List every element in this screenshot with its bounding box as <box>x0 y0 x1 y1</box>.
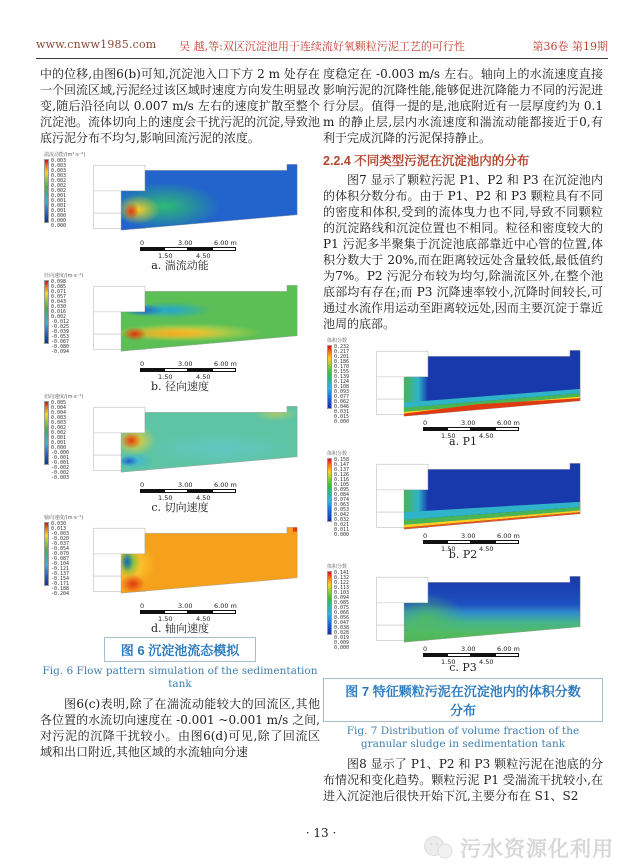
colorbar-tick: 0.139 <box>334 374 350 380</box>
scale-bar: 0 3.00 6.00 m 1.50 4.50 <box>423 645 520 666</box>
colorbar-tick: 0.042 <box>334 512 350 518</box>
colorbar-tick: 0.002 <box>51 188 67 194</box>
colorbar-tick: 0.028 <box>334 630 350 636</box>
fig7-subplot-p2 <box>323 448 603 561</box>
section-heading-2-2-4: 2.2.4 不同类型污泥在沉淀池内的分布 <box>323 154 530 168</box>
colorbar-tick: 0.001 <box>51 440 67 446</box>
colorbar-strip <box>44 280 49 344</box>
colorbar-tick: 0.021 <box>334 522 350 528</box>
fig7-subplot-p1 <box>323 335 603 448</box>
colorbar-tick: 0.126 <box>334 472 350 478</box>
colorbar <box>44 393 84 481</box>
colorbar-tick: 0.047 <box>334 620 350 626</box>
paragraph: 图8 显示了 P1、P2 和 P3 颗粒污泥在池底的分布情况和变化趋势。颗粒污泥 P1 受湍流干扰较小,在进入沉淀池后很快开始下沉,主要分布在 S1、S2 <box>323 757 603 803</box>
colorbar-tick: 0.002 <box>51 430 67 436</box>
colorbar-tick: 0.015 <box>334 414 350 420</box>
colorbar-tick: 0.098 <box>51 279 67 285</box>
contour-plot-p1-volume-fraction <box>375 337 587 427</box>
colorbar-ticks <box>51 521 70 597</box>
colorbar-tick: 0.122 <box>334 580 350 586</box>
colorbar-tick: 0.002 <box>51 314 67 320</box>
contour-plot-turbulence <box>92 151 304 241</box>
contour-plot-axial-velocity <box>92 514 304 604</box>
colorbar-tick: 0.001 <box>51 435 67 441</box>
colorbar-tick: 0.046 <box>334 404 350 410</box>
colorbar-tick: 0.004 <box>51 410 67 416</box>
fig7-subplot-p3 <box>323 561 603 674</box>
colorbar <box>44 514 84 597</box>
colorbar-title: 湍流动能/(m²·s⁻²) <box>44 152 86 158</box>
colorbar-tick: 0.075 <box>334 605 350 611</box>
colorbar-strip <box>44 401 49 465</box>
colorbar-tick: 0.000 <box>51 218 67 224</box>
scale-bar: 0 3.00 6.00 m 1.50 4.50 <box>140 360 237 381</box>
scale-bar: 0 3.00 6.00 m 1.50 4.50 <box>423 419 520 440</box>
colorbar-tick: 0.000 <box>334 645 350 651</box>
colorbar-strip <box>44 159 49 223</box>
header-volume-issue: 第36卷 第19期 <box>532 40 608 53</box>
colorbar-tick: 0.001 <box>51 193 67 199</box>
colorbar-title: 体积分数 <box>327 451 348 457</box>
colorbar-tick: -0.204 <box>51 591 70 597</box>
subplot-caption: a. P1 <box>449 435 477 448</box>
contour-plot-radial-velocity <box>92 272 304 362</box>
colorbar-tick: 0.030 <box>51 304 67 310</box>
colorbar-strip <box>327 458 332 522</box>
colorbar-tick: 0.201 <box>334 354 350 360</box>
colorbar-tick: 0.063 <box>334 502 350 508</box>
colorbar-tick: -0.037 <box>51 541 70 547</box>
colorbar-tick: 0.232 <box>334 344 350 350</box>
colorbar-tick: 0.071 <box>51 289 67 295</box>
colorbar-tick: -0.188 <box>51 586 70 592</box>
colorbar-tick: 0.095 <box>334 487 350 493</box>
colorbar-tick: 0.056 <box>334 615 350 621</box>
colorbar-tick: 0.001 <box>51 198 67 204</box>
colorbar-tick: -0.020 <box>51 536 70 542</box>
header-website: www.cnww1985.com <box>36 38 157 51</box>
colorbar-tick: -0.012 <box>51 319 70 325</box>
colorbar <box>44 272 84 355</box>
page-number: · 13 · <box>305 826 337 840</box>
figure6-caption-en: Fig. 6 Flow pattern simulation of the sedimentation tank <box>42 665 318 690</box>
paragraph: 图6(c)表明,除了在湍流动能较大的回流区,其他各位置的水流切向速度在 -0.001 ~0.001 m/s 之间,对污泥的沉降干扰较小。由图6(d)可见,除了回流区域和出口附近,其他区域的水流轴向分速 <box>40 697 320 759</box>
colorbar-tick: -0.070 <box>51 551 70 557</box>
colorbar-tick: 0.186 <box>334 359 350 365</box>
subplot-caption: c. 切向速度 <box>151 501 209 514</box>
colorbar-tick: 0.000 <box>51 445 67 451</box>
colorbar-tick: 0.113 <box>334 585 350 591</box>
colorbar-tick: -0.054 <box>51 546 70 552</box>
colorbar-tick: 0.009 <box>334 640 350 646</box>
watermark <box>421 833 614 863</box>
colorbar-tick: 0.074 <box>334 497 350 503</box>
colorbar-tick: 0.057 <box>51 294 67 300</box>
header-article-title: 吴 越,等:双区沉淀池用于连续流好氧颗粒污泥工艺的可行性 <box>179 40 465 53</box>
colorbar-tick: -0.104 <box>51 561 70 567</box>
scale-bar: 0 3.00 6.00 m 1.50 4.50 <box>140 481 237 502</box>
colorbar-tick: 0.013 <box>51 526 67 532</box>
colorbar-tick: 0.001 <box>51 203 67 209</box>
colorbar-title: 切向速度/(m·s⁻¹) <box>44 394 84 400</box>
figure7 <box>323 335 603 751</box>
colorbar-ticks <box>334 344 350 425</box>
colorbar-tick: -0.067 <box>51 339 70 345</box>
colorbar-ticks <box>51 279 70 355</box>
colorbar-tick: -0.025 <box>51 324 70 330</box>
colorbar-tick: 0.062 <box>334 399 350 405</box>
colorbar-tick: -0.080 <box>51 344 70 350</box>
colorbar-tick: 0.000 <box>334 419 350 425</box>
colorbar <box>327 563 350 651</box>
colorbar-tick: -0.171 <box>51 581 70 587</box>
left-column <box>40 66 320 760</box>
paragraph: 中的位移,由图6(b)可知,沉淀池入口下方 2 m 处存在一个回流区域,污泥经过该区域时速度方向发生明显改变,随后沿径向以 0.007 m/s 左右的速度扩散至整个沉淀池。流体切向上的速度会干扰污泥的沉淀,导致池底污泥分布不均匀,影响回流污泥的浓度。 <box>40 67 320 145</box>
colorbar-tick: -0.094 <box>51 349 70 355</box>
colorbar-title: 体积分数 <box>327 564 348 570</box>
colorbar-tick: 0.155 <box>334 369 350 375</box>
colorbar-tick: -0.002 <box>51 470 70 476</box>
paragraph: 度稳定在 -0.003 m/s 左右。轴向上的水流速度直接影响污泥的沉降性能,能够促进沉降能力不同的污泥进行分层。值得一提的是,池底附近有一层厚度约为 0.1 m 的静止层,层内水流速度和湍流动能都接近于0,有利于完成沉降的污泥保持静止。 <box>323 67 603 145</box>
figure7-caption-en: Fig. 7 Distribution of volume fraction of the granular sludge in sedimentation tank <box>346 725 580 750</box>
fig6-subplot-d <box>40 512 320 633</box>
colorbar-title: 径向速度/(m·s⁻¹) <box>44 273 84 279</box>
right-column <box>323 66 603 804</box>
header-divider <box>36 58 608 59</box>
colorbar-tick: 0.170 <box>334 364 350 370</box>
colorbar-tick: 0.003 <box>51 168 67 174</box>
colorbar-strip <box>44 522 49 586</box>
colorbar-tick: -0.002 <box>51 465 70 471</box>
colorbar-tick: 0.141 <box>334 570 350 576</box>
colorbar-tick: 0.000 <box>334 532 350 538</box>
colorbar-tick: 0.124 <box>334 379 350 385</box>
subplot-caption: b. 径向速度 <box>150 380 210 393</box>
fig6-subplot-c <box>40 391 320 512</box>
colorbar-tick: -0.154 <box>51 576 70 582</box>
colorbar-tick: 0.003 <box>51 158 67 164</box>
colorbar-tick: 0.038 <box>334 625 350 631</box>
colorbar-title: 轴向速度/(m·s⁻¹) <box>44 515 84 521</box>
colorbar-tick: -0.137 <box>51 571 70 577</box>
paragraph: 图7 显示了颗粒污泥 P1、P2 和 P3 在沉淀池内的体积分数分布。由于 P1、P2 和 P3 颗粒具有不同的密度和体积,受到的流体曳力也不同,导致不同颗粒的沉淀路线和沉淀位置也不相同。粒径和密度较大的 P1 污泥多半聚集于沉淀池底部靠近中心管的位置,体积分数大于 20%,而在距离较远处含量较低,最低值约为7%。P2 污泥分布较为均匀,除湍流区外,在整个池底部均有存在;而 P3 沉降速率较小,沉降时间较长,可通过水流作用运动至距离较远处,因而主要沉淀于靠近池周的底部。 <box>323 173 603 331</box>
colorbar-tick: 0.217 <box>334 349 350 355</box>
colorbar-tick: 0.094 <box>334 595 350 601</box>
colorbar-tick: 0.003 <box>51 173 67 179</box>
colorbar-tick: 0.030 <box>51 521 67 527</box>
colorbar-tick: -0.001 <box>51 460 70 466</box>
colorbar-tick: 0.000 <box>51 213 67 219</box>
colorbar-tick: 0.116 <box>334 477 350 483</box>
colorbar-tick: 0.158 <box>334 457 350 463</box>
colorbar-tick: 0.105 <box>334 482 350 488</box>
colorbar <box>327 337 350 425</box>
colorbar-tick: 0.003 <box>51 420 67 426</box>
colorbar-title: 体积分数 <box>327 338 348 344</box>
colorbar-ticks <box>334 457 350 538</box>
colorbar-tick: 0.085 <box>51 284 67 290</box>
colorbar-tick: 0.002 <box>51 178 67 184</box>
fig6-subplot-b <box>40 270 320 391</box>
subplot-caption: d. 轴向速度 <box>150 622 210 635</box>
colorbar-strip <box>327 345 332 409</box>
fig6-subplot-a <box>40 149 320 270</box>
subplot-caption: c. P3 <box>449 661 477 674</box>
colorbar-tick: 0.032 <box>334 517 350 523</box>
colorbar-tick: -0.087 <box>51 556 70 562</box>
colorbar-ticks <box>334 570 350 651</box>
colorbar-tick: 0.053 <box>334 507 350 513</box>
wechat-logo-icon <box>421 835 455 861</box>
colorbar-strip <box>327 571 332 635</box>
colorbar-ticks <box>51 158 67 229</box>
colorbar-tick: 0.002 <box>51 183 67 189</box>
colorbar-tick: -0.039 <box>51 329 70 335</box>
colorbar <box>44 151 86 229</box>
colorbar-tick: 0.137 <box>334 467 350 473</box>
colorbar-tick: 0.132 <box>334 575 350 581</box>
contour-plot-tangential-velocity <box>92 393 304 483</box>
colorbar-tick: 0.003 <box>51 415 67 421</box>
colorbar-tick: 0.103 <box>334 590 350 596</box>
colorbar-tick: 0.011 <box>334 527 350 533</box>
colorbar-tick: 0.002 <box>51 425 67 431</box>
colorbar-tick: 0.019 <box>334 635 350 641</box>
colorbar-tick: 0.000 <box>51 223 67 229</box>
colorbar-tick: 0.147 <box>334 462 350 468</box>
colorbar-tick: 0.066 <box>334 610 350 616</box>
colorbar <box>327 450 350 538</box>
colorbar-tick: -0.121 <box>51 566 70 572</box>
contour-plot-p3-volume-fraction <box>375 563 587 653</box>
colorbar-tick: 0.085 <box>334 600 350 606</box>
scale-bar: 0 3.00 6.00 m 1.50 4.50 <box>140 239 237 260</box>
colorbar-tick: 0.093 <box>334 389 350 395</box>
scale-bar: 0 3.00 6.00 m 1.50 4.50 <box>140 602 237 623</box>
scale-bar: 0 3.00 6.00 m 1.50 4.50 <box>423 532 520 553</box>
colorbar-tick: 0.004 <box>51 405 67 411</box>
colorbar-tick: -0.000 <box>51 450 70 456</box>
watermark-label: 污水资源化利用 <box>460 838 614 861</box>
colorbar-tick: 0.108 <box>334 384 350 390</box>
figure6 <box>40 149 320 691</box>
colorbar-tick: 0.005 <box>51 400 67 406</box>
figure6-caption-cn: 图 6 沉淀池流态模拟 <box>104 637 256 662</box>
subplot-caption: b. P2 <box>448 548 478 561</box>
colorbar-tick: -0.053 <box>51 334 70 340</box>
page-header <box>36 38 608 54</box>
colorbar-tick: 0.077 <box>334 394 350 400</box>
colorbar-tick: 0.001 <box>51 208 67 214</box>
colorbar-ticks <box>51 400 70 481</box>
colorbar-tick: 0.084 <box>334 492 350 498</box>
colorbar-tick: 0.016 <box>51 309 67 315</box>
subplot-caption: a. 湍流动能 <box>151 259 209 272</box>
colorbar-tick: -0.001 <box>51 455 70 461</box>
colorbar-tick: 0.003 <box>51 163 67 169</box>
colorbar-tick: 0.031 <box>334 409 350 415</box>
colorbar-tick: 0.043 <box>51 299 67 305</box>
colorbar-tick: -0.003 <box>51 531 70 537</box>
figure7-caption-cn: 图 7 特征颗粒污泥在沉淀池内的体积分数分布 <box>323 678 603 722</box>
colorbar-tick: -0.003 <box>51 475 70 481</box>
contour-plot-p2-volume-fraction <box>375 450 587 540</box>
